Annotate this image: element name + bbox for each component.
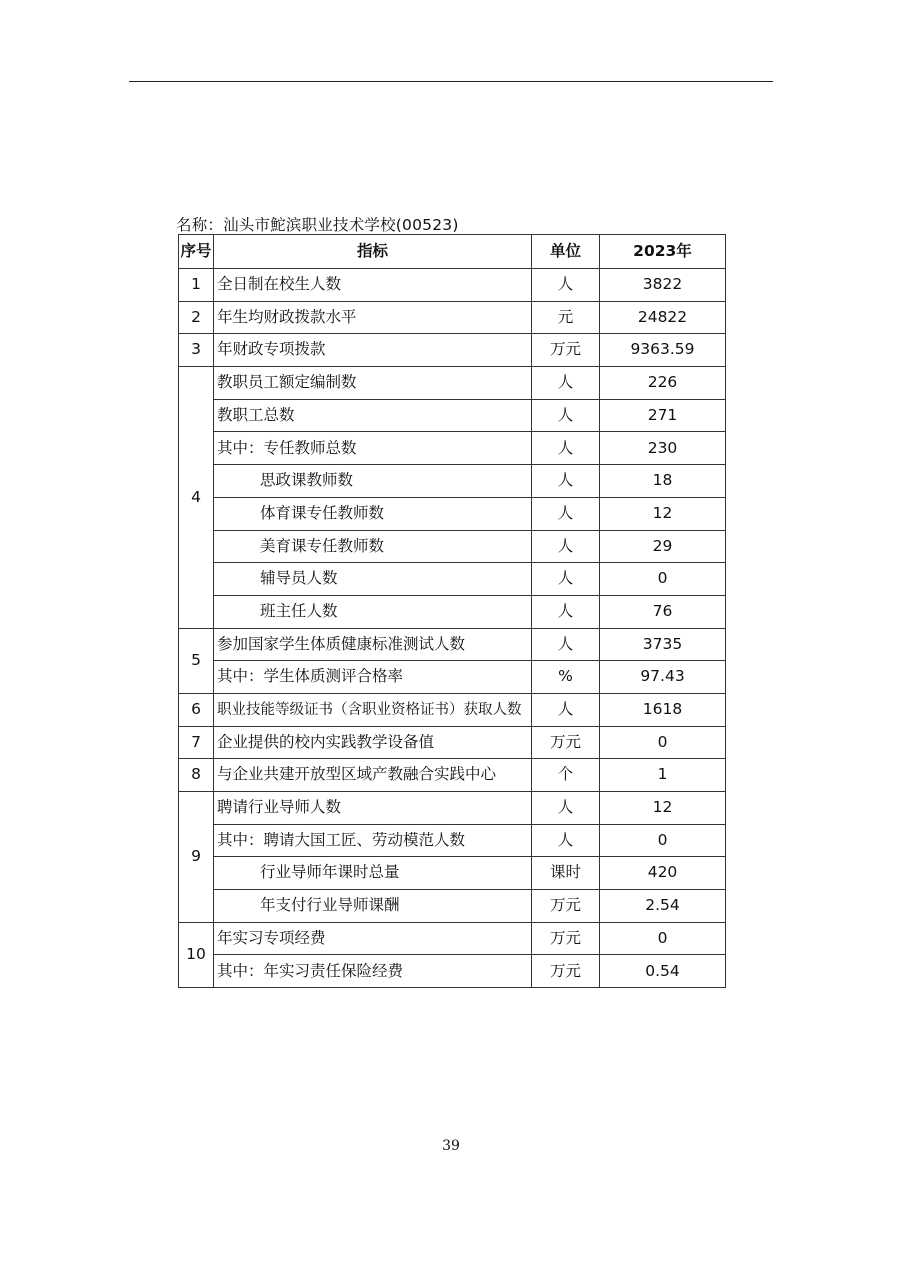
page-number: 39 [442,1138,460,1154]
row-seq: 1 [179,269,214,302]
header-indicator: 指标 [214,235,532,269]
table-row [179,890,726,923]
row-value: 0 [600,726,726,759]
row-indicator: 其中：学生体质测评合格率 [214,661,532,694]
row-indicator: 年财政专项拨款 [214,334,532,367]
row-indicator: 其中：年实习责任保险经费 [214,955,532,988]
row-indicator: 美育课专任教师数 [214,530,532,563]
row-indicator: 年实习专项经费 [214,922,532,955]
row-indicator: 职业技能等级证书（含职业资格证书）获取人数 [214,693,532,726]
row-unit: 个 [532,759,600,792]
row-value: 0.54 [600,955,726,988]
row-unit: 人 [532,367,600,400]
table-row [179,955,726,988]
row-value: 9363.59 [600,334,726,367]
row-unit: 人 [532,465,600,498]
row-value: 18 [600,465,726,498]
row-seq: 9 [179,792,214,923]
row-unit: 人 [532,595,600,628]
row-seq: 6 [179,693,214,726]
row-value: 0 [600,922,726,955]
table-row [179,269,726,302]
table-row [179,465,726,498]
data-table [178,234,726,988]
row-unit: 人 [532,792,600,825]
row-value: 226 [600,367,726,400]
row-indicator: 教职员工额定编制数 [214,367,532,400]
row-indicator: 体育课专任教师数 [214,497,532,530]
row-unit: 人 [532,269,600,302]
row-seq: 5 [179,628,214,693]
row-unit: 万元 [532,890,600,923]
row-indicator: 其中：聘请大国工匠、劳动模范人数 [214,824,532,857]
row-indicator: 其中：专任教师总数 [214,432,532,465]
row-value: 230 [600,432,726,465]
row-unit: 万元 [532,334,600,367]
table-row [179,334,726,367]
row-unit: 人 [532,497,600,530]
row-seq: 7 [179,726,214,759]
table-row [179,628,726,661]
row-value: 3822 [600,269,726,302]
table-row [179,399,726,432]
row-unit: 人 [532,628,600,661]
table-row [179,432,726,465]
row-indicator: 年支付行业导师课酬 [214,890,532,923]
table-row [179,661,726,694]
row-indicator: 与企业共建开放型区域产教融合实践中心 [214,759,532,792]
table-row [179,824,726,857]
table-row [179,922,726,955]
table-body [179,269,726,988]
row-unit: 人 [532,824,600,857]
row-value: 12 [600,497,726,530]
table-row [179,726,726,759]
row-value: 1618 [600,693,726,726]
row-indicator: 教职工总数 [214,399,532,432]
row-indicator: 聘请行业导师人数 [214,792,532,825]
table-row [179,367,726,400]
row-value: 12 [600,792,726,825]
row-indicator: 行业导师年课时总量 [214,857,532,890]
row-seq: 4 [179,367,214,629]
row-unit: 人 [532,432,600,465]
header-unit: 单位 [532,235,600,269]
table-row [179,595,726,628]
row-unit: 人 [532,563,600,596]
row-value: 271 [600,399,726,432]
row-value: 97.43 [600,661,726,694]
row-indicator: 参加国家学生体质健康标准测试人数 [214,628,532,661]
table-row [179,759,726,792]
table-row [179,301,726,334]
row-value: 24822 [600,301,726,334]
row-indicator: 企业提供的校内实践教学设备值 [214,726,532,759]
row-unit: 万元 [532,726,600,759]
table-row [179,497,726,530]
table-row [179,693,726,726]
row-indicator: 班主任人数 [214,595,532,628]
row-seq: 8 [179,759,214,792]
row-unit: % [532,661,600,694]
table-row [179,857,726,890]
row-seq: 10 [179,922,214,987]
table-header-row [179,235,726,269]
row-unit: 元 [532,301,600,334]
row-indicator: 全日制在校生人数 [214,269,532,302]
header-rule [129,81,773,82]
row-indicator: 辅导员人数 [214,563,532,596]
table-row [179,792,726,825]
row-indicator: 年生均财政拨款水平 [214,301,532,334]
row-unit: 人 [532,399,600,432]
row-value: 1 [600,759,726,792]
row-value: 29 [600,530,726,563]
row-seq: 3 [179,334,214,367]
row-unit: 万元 [532,955,600,988]
row-value: 420 [600,857,726,890]
row-unit: 课时 [532,857,600,890]
row-value: 2.54 [600,890,726,923]
row-unit: 人 [532,693,600,726]
row-unit: 万元 [532,922,600,955]
row-value: 0 [600,824,726,857]
row-unit: 人 [532,530,600,563]
header-year: 2023年 [600,235,726,269]
row-indicator: 思政课教师数 [214,465,532,498]
row-seq: 2 [179,301,214,334]
header-seq: 序号 [179,235,214,269]
table-row [179,530,726,563]
table-caption: 名称：汕头市鮀滨职业技术学校(00523) [176,216,459,234]
row-value: 3735 [600,628,726,661]
row-value: 0 [600,563,726,596]
table-row [179,563,726,596]
row-value: 76 [600,595,726,628]
